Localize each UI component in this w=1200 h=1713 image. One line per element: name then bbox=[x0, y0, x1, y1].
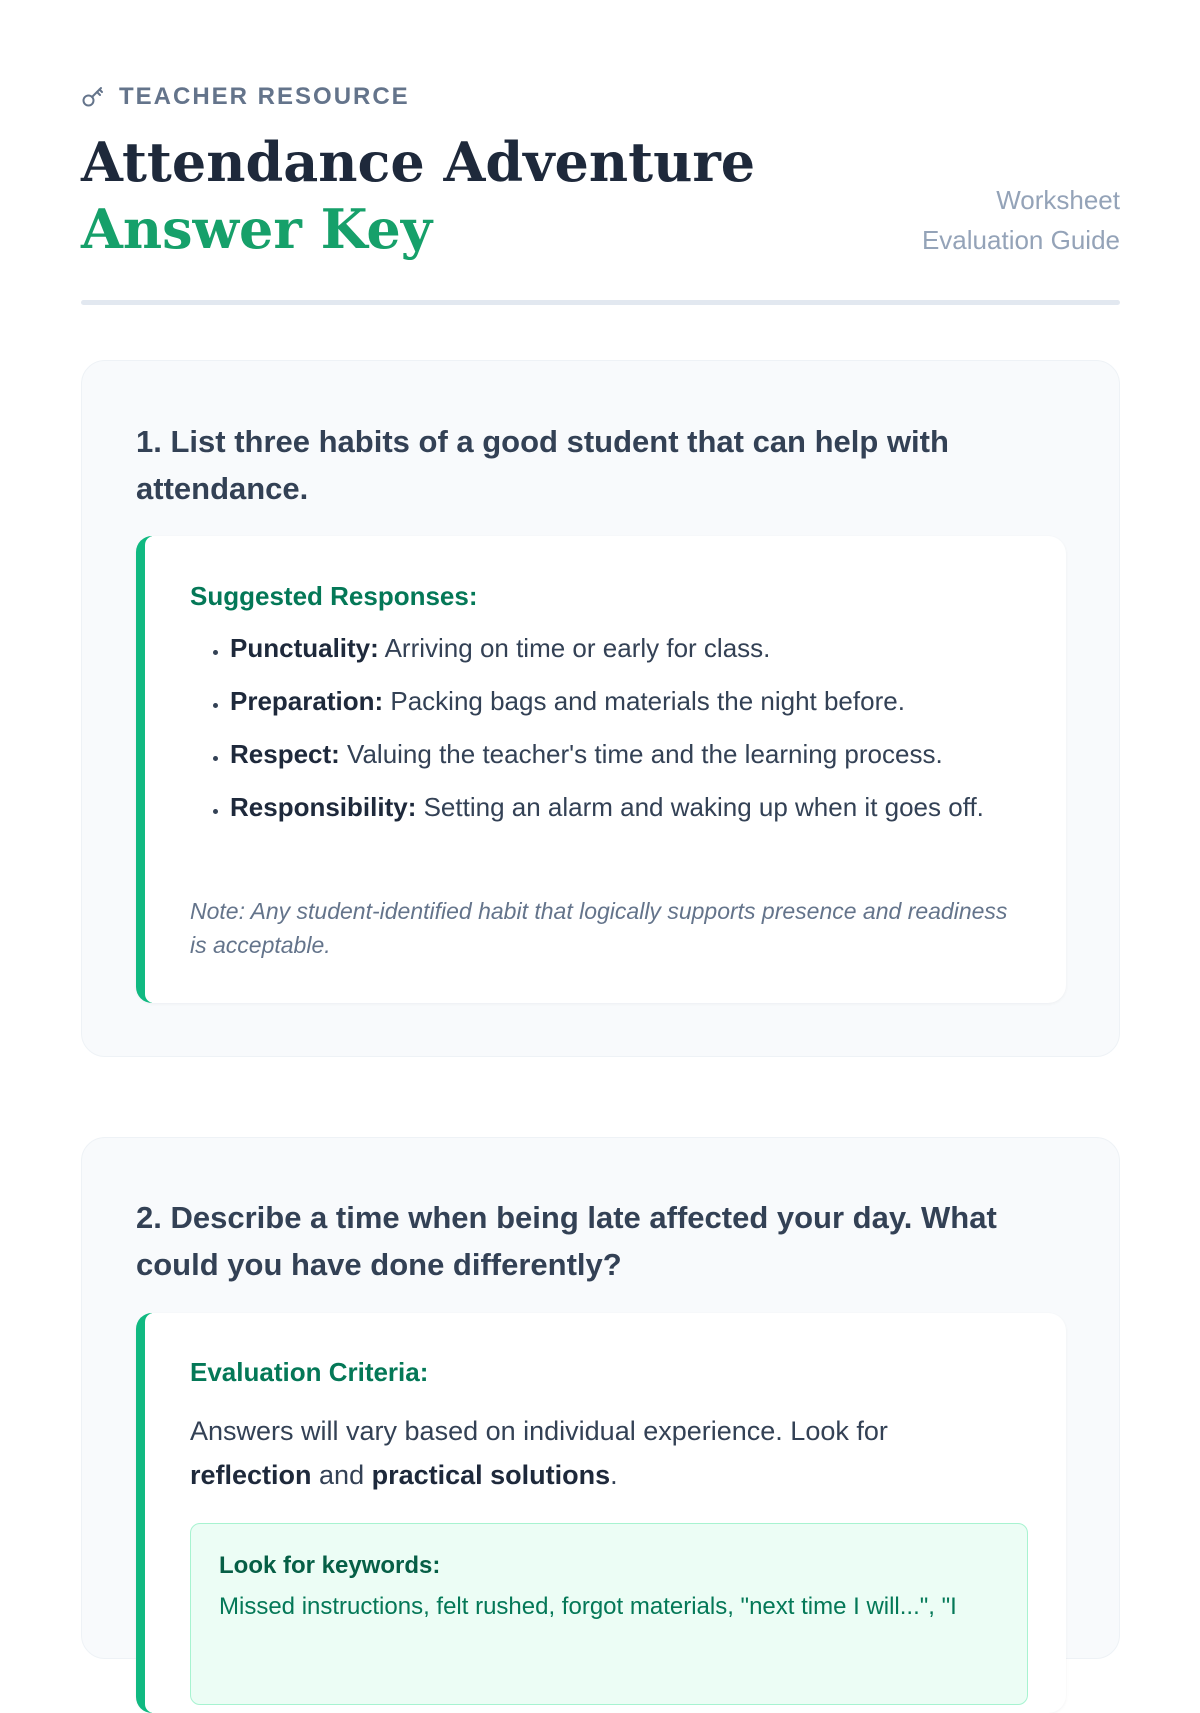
response-text: Arriving on time or early for class. bbox=[378, 633, 771, 663]
response-term: Punctuality: bbox=[230, 633, 379, 663]
criteria-term-reflection: reflection bbox=[190, 1460, 312, 1490]
criteria-text bbox=[190, 1409, 990, 1497]
list-item bbox=[230, 734, 1060, 774]
eyebrow-label: TEACHER RESOURCE bbox=[119, 83, 410, 110]
question-card-1 bbox=[81, 360, 1120, 1057]
eyebrow bbox=[81, 82, 410, 112]
response-list bbox=[190, 628, 1060, 840]
response-text: Valuing the teacher's time and the learning process. bbox=[339, 739, 943, 769]
header-divider bbox=[81, 300, 1120, 305]
keywords-heading: Look for keywords: bbox=[219, 1552, 441, 1579]
criteria-intro: Answers will vary based on individual experience. Look for bbox=[190, 1416, 888, 1446]
response-term: Respect: bbox=[230, 739, 340, 769]
question-title: 1. List three habits of a good student that can help with attendance. bbox=[136, 424, 949, 506]
page-subtitle: Answer Key bbox=[81, 197, 433, 261]
key-icon bbox=[81, 85, 105, 109]
question-card-2 bbox=[81, 1137, 1120, 1659]
response-term: Preparation: bbox=[230, 686, 384, 716]
response-term: Responsibility: bbox=[230, 792, 417, 822]
meta-worksheet: Worksheet bbox=[996, 185, 1120, 215]
criteria-and: and bbox=[311, 1460, 372, 1490]
question-title: 2. Describe a time when being late affected your day. What could you have done differently? bbox=[136, 1200, 997, 1282]
answer-box bbox=[136, 1313, 1066, 1713]
list-item bbox=[230, 681, 1060, 721]
criteria-term-practical-solutions: practical solutions bbox=[371, 1460, 611, 1490]
page-title: Attendance Adventure bbox=[81, 130, 756, 194]
keywords-box bbox=[190, 1523, 1028, 1705]
answer-key-page bbox=[81, 0, 1120, 1620]
criteria-end: . bbox=[610, 1460, 618, 1490]
list-item bbox=[230, 787, 1060, 827]
response-text: Packing bags and materials the night before. bbox=[383, 686, 905, 716]
keywords-text: Missed instructions, felt rushed, forgot materials, "next time I will...", "I bbox=[219, 1593, 957, 1620]
answer-heading: Suggested Responses: bbox=[190, 581, 478, 611]
answer-box bbox=[136, 536, 1066, 1003]
answer-heading: Evaluation Criteria: bbox=[190, 1357, 429, 1387]
response-text: Setting an alarm and waking up when it goes off. bbox=[416, 792, 984, 822]
list-item bbox=[230, 628, 1060, 668]
meta-evaluation-guide: Evaluation Guide bbox=[921, 225, 1120, 255]
header-meta bbox=[922, 180, 1120, 260]
answer-note: Note: Any student-identified habit that logically supports presence and readiness is acceptable. bbox=[190, 898, 1008, 958]
